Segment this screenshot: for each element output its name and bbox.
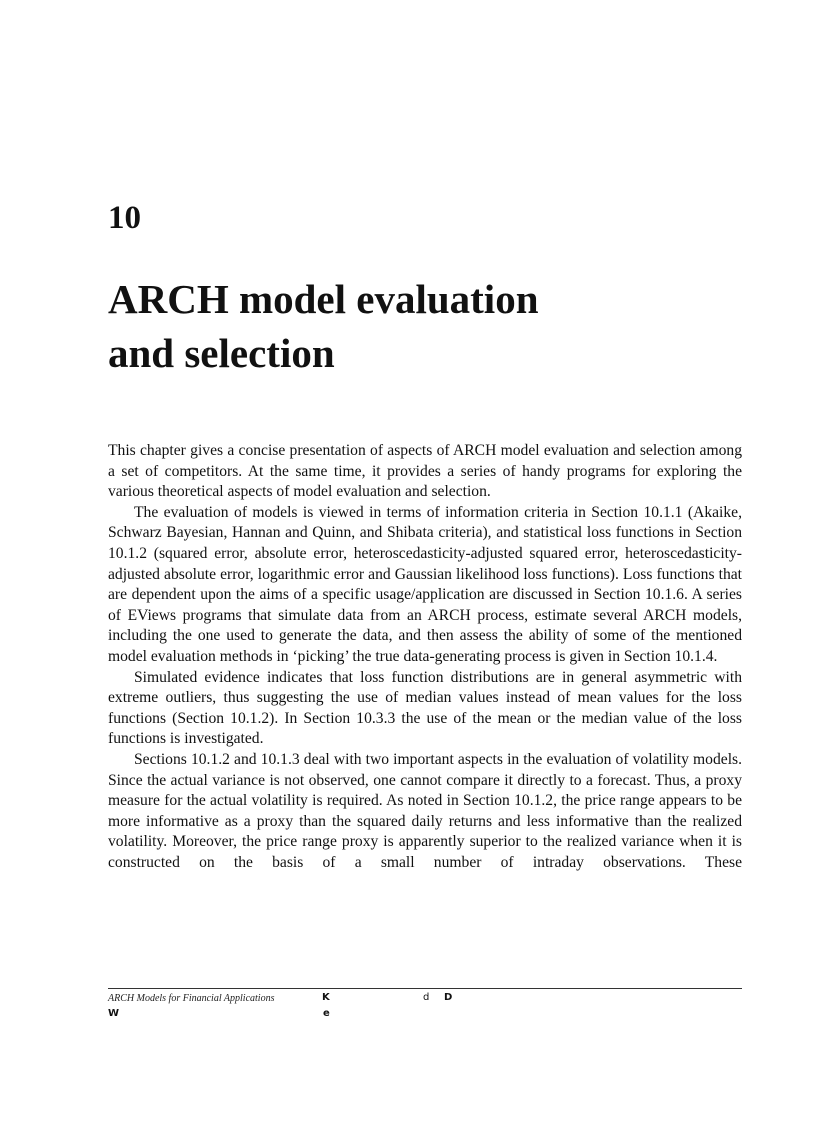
- footer-mark-5: e: [323, 1008, 330, 1019]
- footer-mark-3: D: [444, 992, 453, 1003]
- chapter-body: [108, 441, 742, 873]
- chapter-number: 10: [108, 200, 141, 236]
- chapter-title-line-1: ARCH model evaluation: [108, 276, 539, 322]
- chapter-title: [108, 272, 748, 380]
- simulated-evidence-paragraph: Simulated evidence indicates that loss function distributions are in general asymmetric with extreme outliers, thus suggesting the use of median values instead of mean values for the loss functions (Section 10.1.2). In Section 10.3.3 the use of the mean or the median value of the loss functions is investigated.: [108, 668, 742, 748]
- chapter-title-line-2: and selection: [108, 330, 335, 376]
- proxy-paragraph: Sections 10.1.2 and 10.1.3 deal with two important aspects in the evaluation of volatility models. Since the actual variance is not observed, one cannot compare it directly to a forecast. Thus, a proxy measure for the actual volatility is required. As noted in Section 10.1.2, the price range appears to be more informative as a proxy than the squared daily returns and less informative than the realized volatility. Moreover, the price range proxy is apparently superior to the realized variance when it is constructed on the basis of a small number of intraday observations. These: [108, 750, 742, 871]
- evaluation-paragraph: The evaluation of models is viewed in terms of information criteria in Section 10.1.1 (Akaike, Schwarz Bayesian, Hannan and Quinn, and Shibata criteria), and statistical loss functions in Section 10.1.2 (squared error, absolute error, heteroscedasticity-adjusted squared error, heteroscedasticity-adjusted absolute error, logarithmic error and Gaussian likelihood loss functions). Loss functions that are dependent upon the aims of a specific usage/application are discussed in Section 10.1.6. A series of EViews programs that simulate data from an ARCH process, estimate several ARCH models, including the one used to generate the data, and then assess the ability of some of the mentioned model evaluation methods in ‘picking’ the true data-generating process is given in Section 10.1.4.: [108, 503, 742, 665]
- footer-mark-1: K: [322, 992, 330, 1003]
- footer-mark-4: W: [108, 1008, 120, 1019]
- footer-rule: [108, 988, 742, 989]
- footer-book-title: ARCH Models for Financial Applications: [108, 993, 275, 1004]
- footer-mark-2: d: [423, 992, 430, 1003]
- intro-paragraph: This chapter gives a concise presentation of aspects of ARCH model evaluation and selection among a set of competitors. At the same time, it provides a series of handy programs for exploring the various theoretical aspects of model evaluation and selection.: [108, 442, 742, 501]
